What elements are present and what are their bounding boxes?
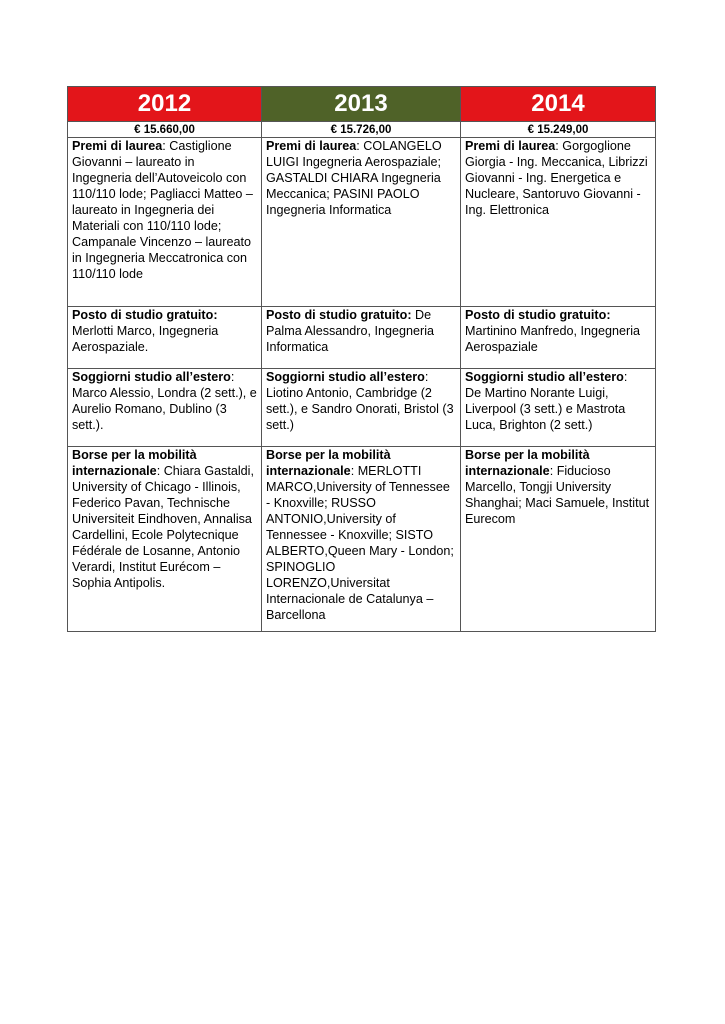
- soggiorni-2013-cell: [262, 369, 461, 447]
- soggiorni-text: Marco Alessio, Londra (2 sett.), e Aurelio Romano, Dublino (3 sett.).: [72, 386, 257, 432]
- posto-2014-cell: [461, 307, 656, 369]
- premi-2014-cell: [461, 138, 656, 307]
- borse-label: Borse per la mobilità internazionale: [465, 448, 590, 478]
- premi-2012-cell: [68, 138, 262, 307]
- soggiorni-2012-cell: [68, 369, 262, 447]
- soggiorni-studio-row: [68, 369, 656, 447]
- soggiorni-label: Soggiorni studio all’estero: [465, 370, 624, 384]
- borse-mobilita-row: [68, 447, 656, 632]
- soggiorni-text: De Martino Norante Luigi, Liverpool (3 sett.) e Mastrota Luca, Brighton (2 sett.): [465, 386, 626, 432]
- separator: :: [230, 370, 235, 384]
- separator: :: [424, 370, 429, 384]
- posto-di-studio-row: [68, 307, 656, 369]
- year-2014-header: 2014: [461, 87, 656, 122]
- year-2013-header: 2013: [262, 87, 461, 122]
- amount-2012: € 15.660,00: [68, 122, 262, 138]
- soggiorni-2014-cell: [461, 369, 656, 447]
- separator: :: [356, 139, 364, 153]
- premi-label: Premi di laurea: [72, 139, 163, 153]
- posto-text: Merlotti Marco, Ingegneria Aerospaziale.: [72, 324, 219, 354]
- premi-label: Premi di laurea: [465, 139, 556, 153]
- posto-2013-cell: [262, 307, 461, 369]
- borse-2012-cell: [68, 447, 262, 632]
- separator: :: [156, 464, 164, 478]
- borse-2014-cell: [461, 447, 656, 632]
- borse-label: Borse per la mobilità internazionale: [72, 448, 197, 478]
- soggiorni-label: Soggiorni studio all’estero: [72, 370, 231, 384]
- borse-text: Fiducioso Marcello, Tongji University Shanghai; Maci Samuele, Institut Eurecom: [465, 464, 650, 526]
- borse-2013-cell: [262, 447, 461, 632]
- premi-text: Castiglione Giovanni – laureato in Ingegneria dell’Autoveicolo con 110/110 lode; Pagliacci Matteo – laureato in Ingegneria dei Materiali con 110/110 lode; Campanale Vincenzo – laureato in Ingegneria Meccatronica con 110/110 lode: [72, 139, 253, 281]
- posto-label: Posto di studio gratuito:: [72, 308, 218, 322]
- posto-text: De Palma Alessandro, Ingegneria Informatica: [266, 308, 435, 354]
- borse-text: MERLOTTI MARCO,University of Tennessee - Knoxville; RUSSO ANTONIO,University of Tennessee - Knoxville; SISTO ALBERTO,Queen Mary - London; SPINOGLIO LORENZO,Universitat Internacionale de Catalunya – Barcellona: [266, 464, 454, 622]
- posto-label: Posto di studio gratuito:: [465, 308, 611, 322]
- separator: :: [555, 139, 563, 153]
- amount-row: [68, 122, 656, 138]
- posto-label: Posto di studio gratuito:: [266, 308, 412, 322]
- year-2012-header: 2012: [68, 87, 262, 122]
- premi-text: Gorgoglione Giorgia - Ing. Meccanica, Librizzi Giovanni - Ing. Energetica e Nucleare, Santoruvo Giovanni - Ing. Elettronica: [465, 139, 648, 217]
- awards-table: [67, 86, 656, 632]
- amount-2013: € 15.726,00: [262, 122, 461, 138]
- separator: :: [549, 464, 557, 478]
- borse-text: Chiara Gastaldi, University of Chicago - Illinois, Federico Pavan, Technische Universiteit Eindhoven, Annalisa Cardellini, Ecole Polytecnique Fédérale de Losanne, Antonio Verardi, Institut Eurécom – Sophia Antipolis.: [72, 464, 254, 590]
- amount-2014: € 15.249,00: [461, 122, 656, 138]
- separator: :: [623, 370, 628, 384]
- premi-2013-cell: [262, 138, 461, 307]
- year-header-row: [68, 87, 656, 122]
- posto-text: Martinino Manfredo, Ingegneria Aerospaziale: [465, 324, 641, 354]
- premi-di-laurea-row: [68, 138, 656, 307]
- premi-text: COLANGELO LUIGI Ingegneria Aerospaziale; GASTALDI CHIARA Ingegneria Meccanica; PASINI PAOLO Ingegneria Informatica: [266, 139, 442, 217]
- borse-label: Borse per la mobilità internazionale: [266, 448, 391, 478]
- premi-label: Premi di laurea: [266, 139, 357, 153]
- soggiorni-text: Liotino Antonio, Cambridge (2 sett.), e Sandro Onorati, Bristol (3 sett.): [266, 386, 454, 432]
- separator: :: [162, 139, 170, 153]
- soggiorni-label: Soggiorni studio all’estero: [266, 370, 425, 384]
- separator: :: [350, 464, 358, 478]
- posto-2012-cell: [68, 307, 262, 369]
